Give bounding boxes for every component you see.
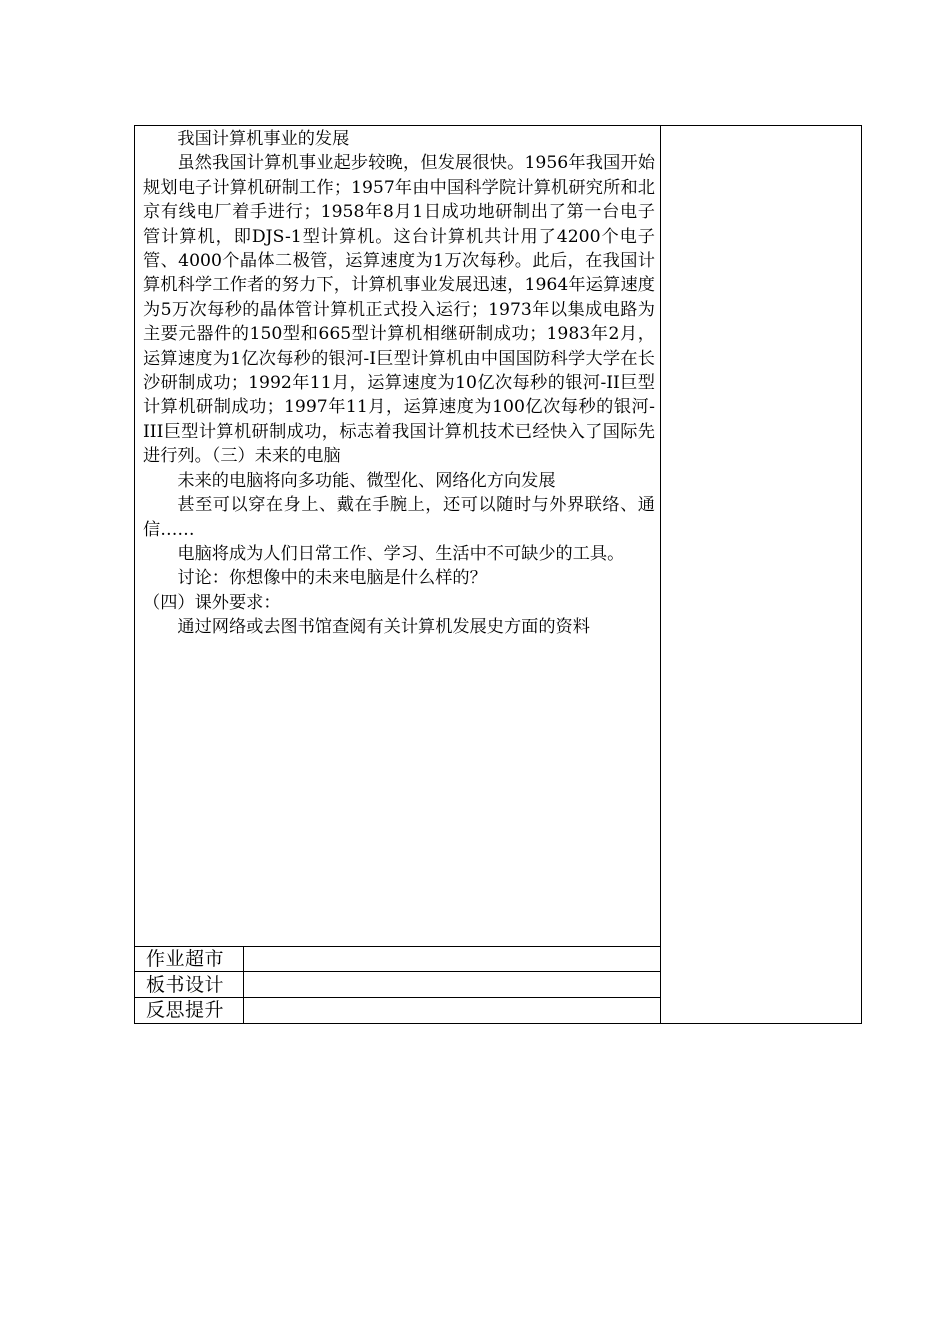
table-right-border bbox=[861, 125, 862, 1024]
homework-label: 作业超市 bbox=[146, 948, 225, 970]
board-design-label: 板书设计 bbox=[146, 974, 225, 996]
table-top-border bbox=[134, 125, 862, 126]
content-paragraph: 通过网络或去图书馆查阅有关计算机发展史方面的资料 bbox=[177, 617, 590, 638]
discussion-question: 讨论：你想像中的未来电脑是什么样的？ bbox=[177, 568, 487, 589]
content-paragraph: 虽然我国计算机事业起步较晚，但发展很快。1956年我国开始规划电子计算机研制工作；1957年由中国科学院计算机研究所和北京有线电厂着手进行；1958年8月1日成功地研制出了第一台电子管计算机，即DJS-1型计算机。这台计算机共计用了4200个电子管、4000个晶体二极管，运算速度为1万次每秒。此后，在我国计算机科学工作者的努力下，计算机事业发展迅速，1964年运算速度为5万次每秒的晶体管计算机正式投入运行；1973年以集成电路为主要元器件的150型和665型计算机相继研制成功；1983年2月，运算速度为1亿次每秒的银河-I巨型计算机由中国国防科学大学在长沙研制成功；1992年11月，运算速度为10亿次每秒的银河-II巨型计算机研制成功；1997年11月，运算速度为100亿次每秒的银河-III巨型计算机研制成功，标志着我国计算机技术已经快入了国际先进行列。（三）未来的电脑 bbox=[143, 153, 655, 467]
content-paragraph: 电脑将成为人们日常工作、学习、生活中不可缺少的工具。 bbox=[177, 543, 625, 564]
content-paragraph: 甚至可以穿在身上、戴在手腕上，还可以随时与外界联络、通信…… bbox=[143, 495, 655, 540]
reflection-label: 反思提升 bbox=[146, 999, 225, 1021]
table-left-border bbox=[134, 125, 135, 1024]
label-column-divider bbox=[243, 946, 244, 1024]
column-divider bbox=[660, 125, 661, 1024]
row-divider-board bbox=[134, 971, 661, 972]
section-heading-4: （四）课外要求： bbox=[143, 592, 281, 613]
content-paragraph: 未来的电脑将向多功能、微型化、网络化方向发展 bbox=[177, 470, 556, 491]
lesson-content bbox=[143, 127, 655, 640]
content-heading: 我国计算机事业的发展 bbox=[177, 129, 350, 149]
